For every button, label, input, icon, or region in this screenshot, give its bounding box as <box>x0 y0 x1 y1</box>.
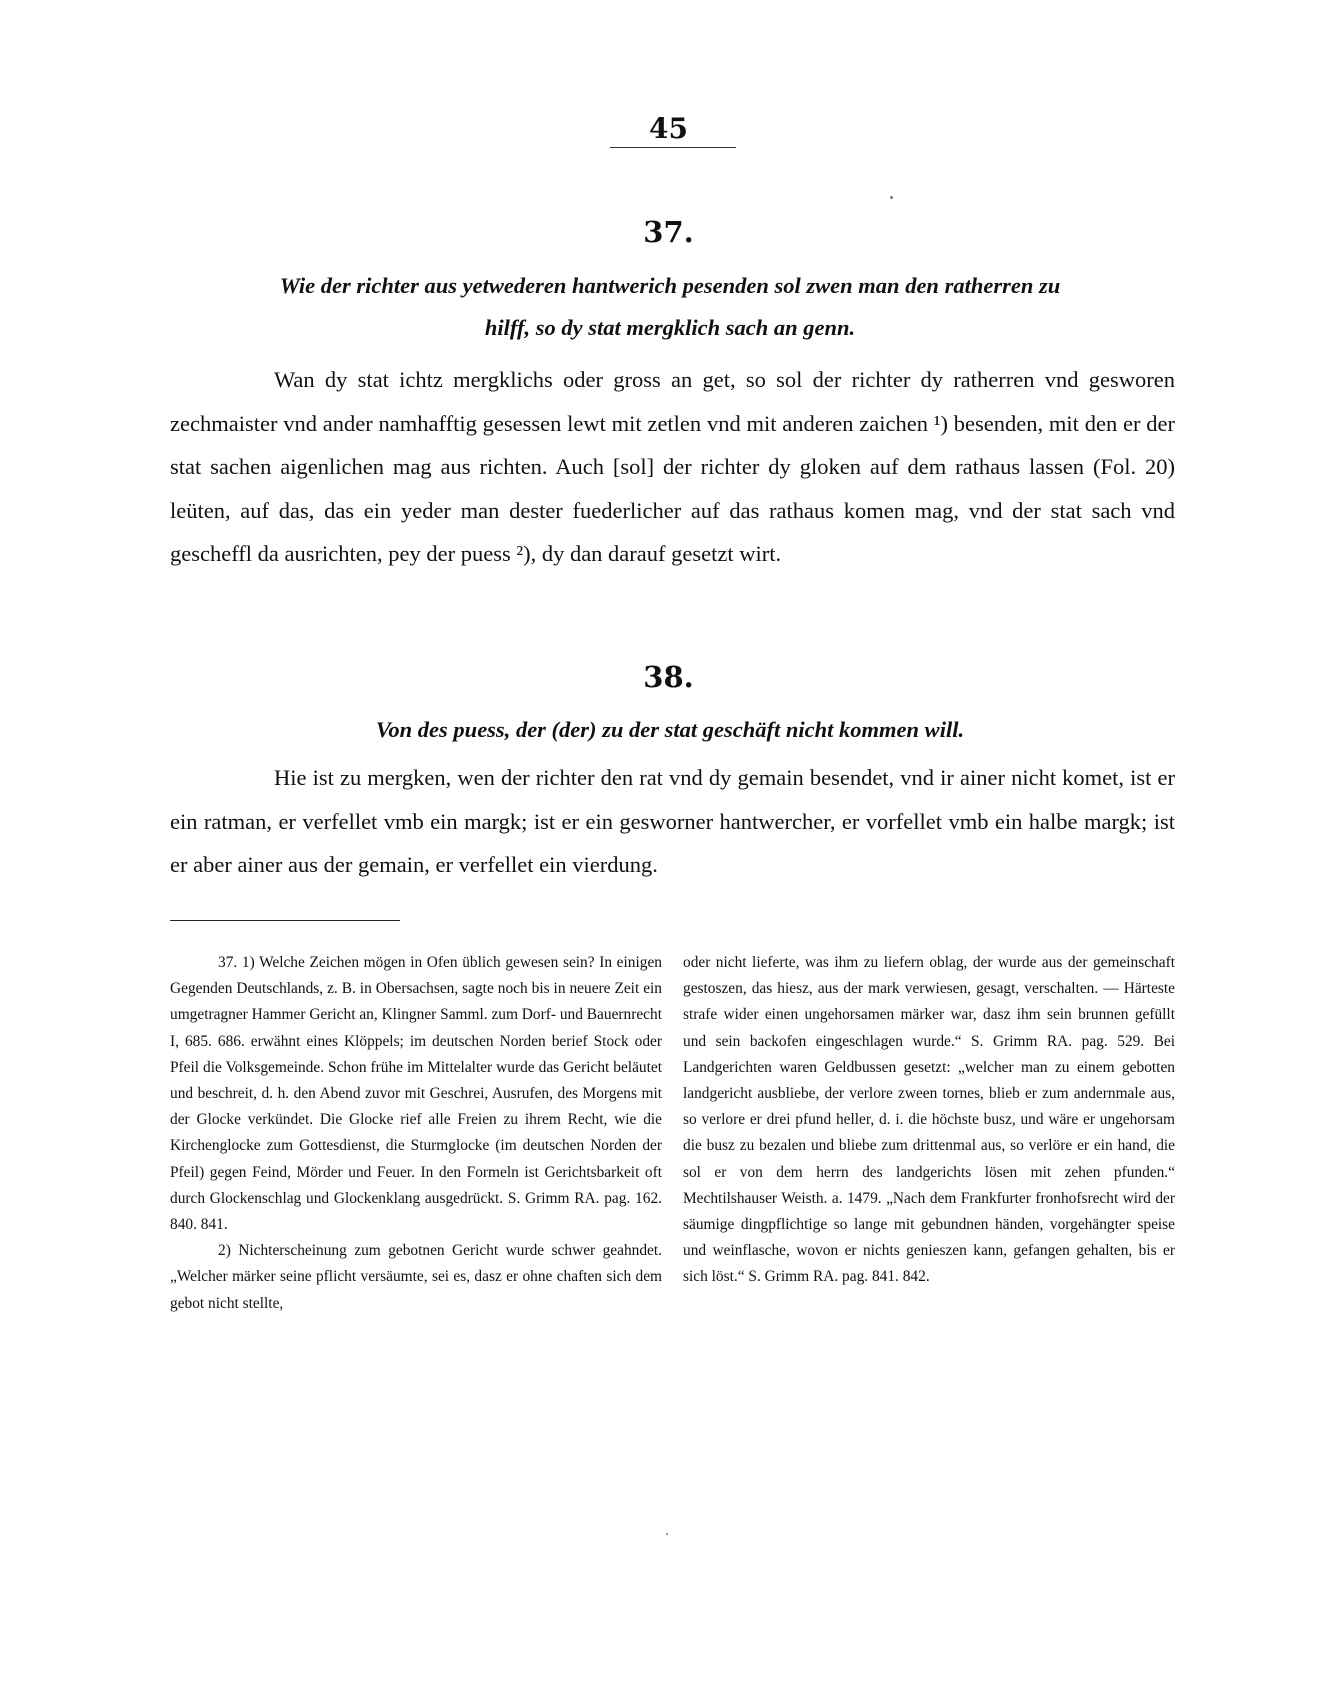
section-38-number: 38. <box>643 660 694 694</box>
footnotes-right-column <box>683 950 1175 1291</box>
section-37-number: 37. <box>643 215 694 249</box>
footnote-37-2: 2) Nichterscheinung zum gebotnen Gericht wurde schwer geahndet. „Welcher märker seine pflicht versäumte, sei es, dasz er ohne chaften sich dem gebot nicht stellte, <box>170 1242 662 1312</box>
section-37-heading-line2: hilff, so dy stat mergklich sach an genn. <box>484 315 856 340</box>
page-number: 45 <box>649 112 688 145</box>
section-38-heading: Von des puess, der (der) zu der stat geschäft nicht kommen will. <box>375 717 965 742</box>
footnote-37-2-continued: oder nicht lieferte, was ihm zu liefern oblag, der wurde aus der gemeinschaft gestoszen, das hiesz, aus der mark verwiesen, gesagt, verschalten. — Härteste strafe wider einen ungehorsamen märker war, dasz ihm sein brunnen gefüllt und sein backofen eingeschlagen wurde.“ S. Grimm RA. pag. 529. Bei Landgerichten waren Geldbussen gesetzt: „welcher man zu einem gebotten landgericht ausbliebe, der verlore zween tornes, blieb er zum andernmale aus, so verlore er drei pfund heller, d. i. die höchste busz, und wäre er ungehorsam die busz zu bezalen und bliebe zum drittenmal aus, so verlöre er ein hand, die sol er von dem herrn des landgerichts lösen mit zehen pfunden.“ Mechtilshauser Weisth. a. 1479. „Nach dem Frankfurter fronhofsrecht wird der säumige dingpflichtige so lange mit gebundnen händen, vorgehängter speise und weinflasche, wovon er nichts genieszen kann, gefangen gehalten, bis er sich löst.“ S. Grimm RA. pag. 841. 842. <box>683 954 1175 1286</box>
section-37-heading-line1: Wie der richter aus yetwederen hantwerich pesenden sol zwen man den ratherren zu <box>279 273 1061 298</box>
section-37-body: Wan dy stat ichtz mergklichs oder gross an get, so sol der richter dy ratherren vnd gesworen zechmaister vnd ander namhafftig gesessen lewt mit zetlen vnd mit anderen zaichen ¹) besenden, mit den er der stat sachen aigenlichen mag aus richten. Auch [sol] der richter dy gloken auf dem rathaus lassen (Fol. 20) leüten, auf das, das ein yeder man dester fuederlicher auf das rathaus komen mag, vnd der stat sach vnd gescheffl da ausrichten, pey der puess ²), dy dan darauf gesetzt wirt. <box>170 367 1175 566</box>
footnotes-left-column <box>170 950 662 1317</box>
page-number-rule <box>610 147 736 148</box>
footnote-rule <box>170 920 400 921</box>
scan-speck <box>890 196 893 199</box>
scan-speck <box>666 1533 668 1535</box>
section-38-body: Hie ist zu mergken, wen der richter den rat vnd dy gemain besendet, vnd ir ainer nicht komet, ist er ein ratman, er verfellet vmb ein margk; ist er ein gesworner hantwercher, er vorfellet vmb ein halbe margk; ist er aber ainer aus der gemain, er verfellet ein vierdung. <box>170 765 1175 877</box>
footnote-37-1: 37. 1) Welche Zeichen mögen in Ofen üblich gewesen sein? In einigen Gegenden Deutschlands, z. B. in Obersachsen, sagte noch bis in neuere Zeit ein umgetragner Hammer Gericht an, Klingner Samml. zum Dorf- und Bauernrecht I, 685. 686. erwähnt eines Klöppels; im deutschen Norden berief Stock oder Pfeil die Volksgemeinde. Schon frühe im Mittelalter wurde das Gericht beläutet und beschreit, d. h. den Abend zuvor mit Geschrei, Ausrufen, des Morgens mit der Glocke verkündet. Die Glocke rief alle Freien zu ihrem Recht, wie die Kirchenglocke zum Gottesdienst, die Sturmglocke (im deutschen Norden der Pfeil) gegen Feind, Mörder und Feuer. In den Formeln ist Gerichtsbarkeit oft durch Glockenschlag und Glockenklang ausgedrückt. S. Grimm RA. pag. 162. 840. 841. <box>170 954 662 1234</box>
